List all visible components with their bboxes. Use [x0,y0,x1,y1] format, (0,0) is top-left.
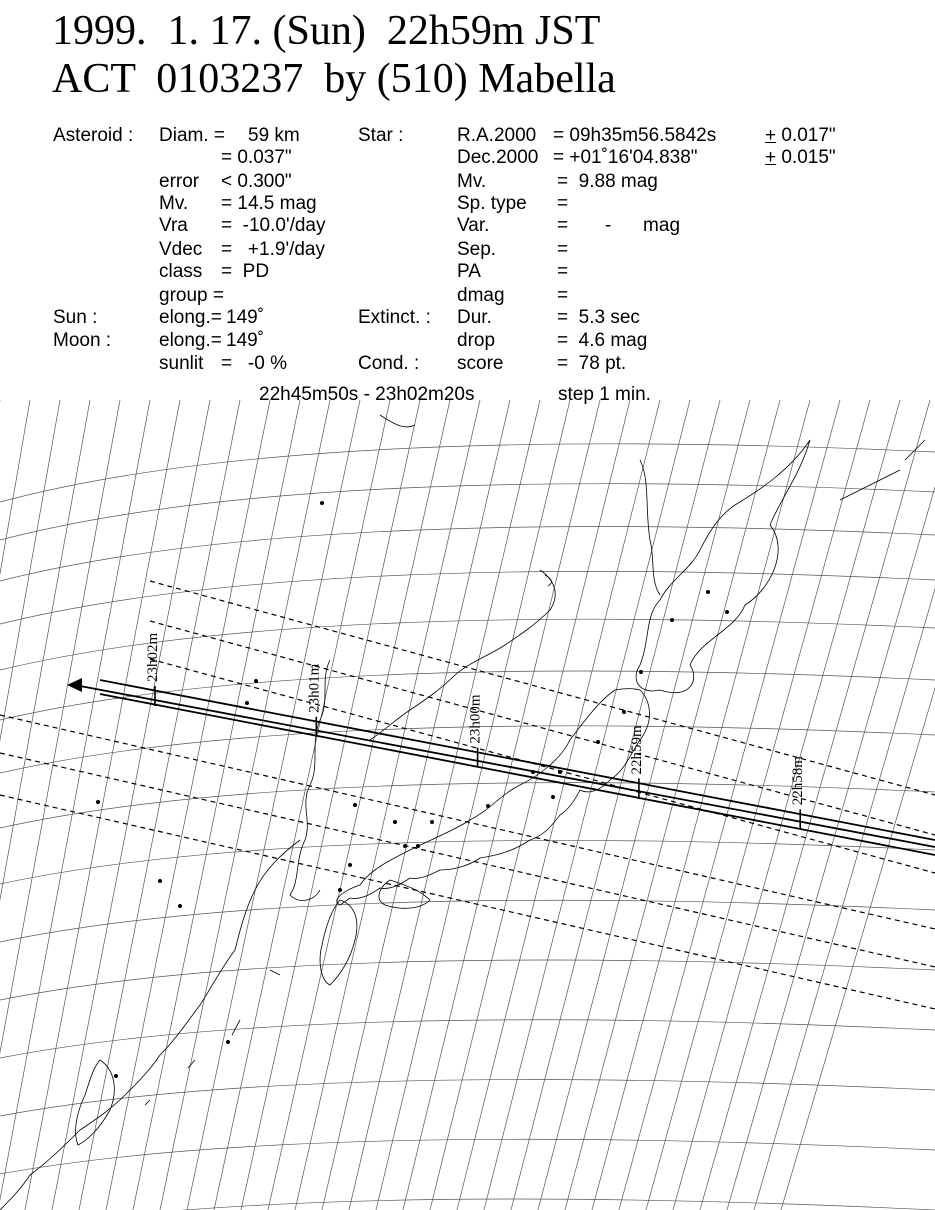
event-date-time-title: 1999. 1. 17. (Sun) 22h59m JST [52,8,601,54]
class-label: class [159,261,203,282]
shadow-south-limit [100,694,935,855]
latitude-line [0,960,935,1000]
city-dot [96,800,100,804]
sep-value: = [557,239,569,260]
ra-label: R.A.2000 [457,125,537,146]
ra-error [765,126,836,145]
city-dot [178,904,182,908]
longitude-line [673,400,900,1210]
shadow-dashed-limit [0,715,935,929]
dur-label: Dur. [457,307,492,328]
moon-elong-value: 149˚ [226,330,265,351]
time-tick-label: 23h00m [467,694,484,744]
time-range: 22h45m50s - 23h02m20s [259,384,475,405]
city-dot [486,804,490,808]
longitude-line [241,400,420,1210]
vra-value: = -10.0'/day [221,215,326,236]
city-dot [226,1040,230,1044]
vdec-label: Vdec [159,239,203,260]
coastline-taiwan [76,1060,115,1145]
drop-label: drop [457,330,496,351]
cond-label: Cond. : [358,353,420,374]
longitude-line [538,400,750,1210]
dec-value: = +01˚16'04.838" [553,147,698,168]
sunlit-value: = -0 % [221,353,287,374]
score-label: score [457,353,504,374]
longitude-line [160,400,330,1210]
longitude-line [0,400,30,1210]
ra-value: = 09h35m56.5842s [553,125,717,146]
longitude-line [619,400,840,1210]
city-dot [320,501,324,505]
city-dot [670,618,674,622]
longitude-line [133,400,300,1210]
error-value: < 0.300" [221,171,292,192]
latitude-line [0,1080,935,1116]
pa-value: = [557,261,569,282]
ra-error-value: 0.017" [776,125,836,146]
dec-error-value: 0.015" [776,147,836,168]
var-label: Var. [457,215,490,236]
city-dot [416,844,420,848]
vdec-value: = +1.9'/day [221,239,325,260]
sunlit-label: sunlit [159,353,204,374]
direction-arrow-icon [67,678,82,692]
time-tick-label: 22h59m [628,725,645,775]
coastline-hokkaido [636,440,810,693]
city-dot [158,879,162,883]
error-label: error [159,171,200,192]
city-dot [725,610,729,614]
dur-value: = 5.3 sec [557,307,640,328]
time-step: step 1 min. [558,384,651,405]
asteroid-mv-label: Mv. [159,193,189,214]
coastline-sakhalin [640,460,660,595]
city-dot [114,1074,118,1078]
city-dot [348,863,352,867]
coastline [0,415,925,1210]
pa-label: PA [457,261,481,282]
time-tick-label: 23h01m [306,663,323,713]
shadow-dashed-limit [150,621,935,835]
dmag-value: = [557,285,569,306]
extinct-label: Extinct. : [358,307,431,328]
latitude-line [0,1199,935,1210]
longitude-line [430,400,630,1210]
group-label: group = [159,285,224,306]
longitude-line [322,400,510,1210]
longitude-line [268,400,450,1210]
coastline-shikoku [379,880,430,908]
sun-label: Sun : [53,307,98,328]
dec-label: Dec.2000 [457,147,539,168]
time-tick-label: 22h58m [790,756,807,806]
longitude-line [214,400,390,1210]
city-dot [596,740,600,744]
coastline-primorsky [380,415,551,586]
diam-arcsec-value: = 0.037" [221,147,292,168]
star-label: Star : [358,125,404,146]
sptype-label: Sp. type [457,193,527,214]
city-dot [254,679,258,683]
dmag-label: dmag [457,285,505,306]
latitude-line [0,1020,935,1058]
sun-elong-label: elong.= [159,307,222,328]
city-dot [245,701,249,705]
occultation-path-map [0,400,935,1210]
latitude-line [0,571,935,624]
city-dot [353,803,357,807]
coastline-mainland [0,840,300,1210]
city-dot [551,795,555,799]
longitude-line [187,400,360,1210]
sep-label: Sep. [457,239,497,260]
time-tick-label: 23h02m [145,632,161,682]
city-dot [622,710,626,714]
longitude-line [79,400,240,1210]
diam-km-value: 59 km [248,125,300,146]
city-dot [393,820,397,824]
coastline-mainland-inner [370,570,555,740]
star-mv-label: Mv. [457,171,487,192]
longitude-line [0,400,150,1210]
longitude-line [376,400,570,1210]
longitude-line [106,400,270,1210]
vra-label: Vra [159,215,188,236]
longitude-line [25,400,180,1210]
city-dot [706,590,710,594]
drop-value: = 4.6 mag [557,330,648,351]
ra-plus-minus-sign: + [765,125,777,146]
moon-label: Moon : [53,330,112,351]
longitude-line [0,400,120,1210]
latitude-line [0,900,935,942]
longitude-line [511,400,720,1210]
asteroid-label: Asteroid : [53,125,134,146]
latitude-line [0,619,935,670]
var-value: = - mag [557,215,681,236]
class-value: = PD [221,261,270,282]
asteroid-mv-value: = 14.5 mag [221,193,317,214]
coastline-ryukyu [145,970,280,1105]
star-mv-value: = 9.88 mag [557,171,658,192]
score-value: = 78 pt. [557,353,627,374]
time-ticks [145,633,806,830]
longitude-line [484,400,690,1210]
city-dot [430,820,434,824]
shadow-dashed-limit [150,581,935,795]
longitude-line [349,400,540,1210]
longitude-line [295,400,480,1210]
moon-elong-label: elong.= [159,330,222,351]
dec-error [765,148,836,167]
sun-elong-value: 149˚ [226,307,265,328]
event-id-asteroid-title: ACT 0103237 by (510) Mabella [52,56,616,102]
latitude-line [0,484,935,540]
diam-label: Diam. = [159,125,225,146]
city-dot [639,670,643,674]
city-dot [338,888,342,892]
dec-plus-minus-sign: + [765,147,777,168]
shadow-dashed-limit [150,659,935,873]
sptype-value: = [557,193,569,214]
shadow-center-line [80,686,935,847]
shadow-north-limit [100,680,935,840]
coastline-kyushu [320,900,357,985]
longitude-line [592,400,810,1210]
